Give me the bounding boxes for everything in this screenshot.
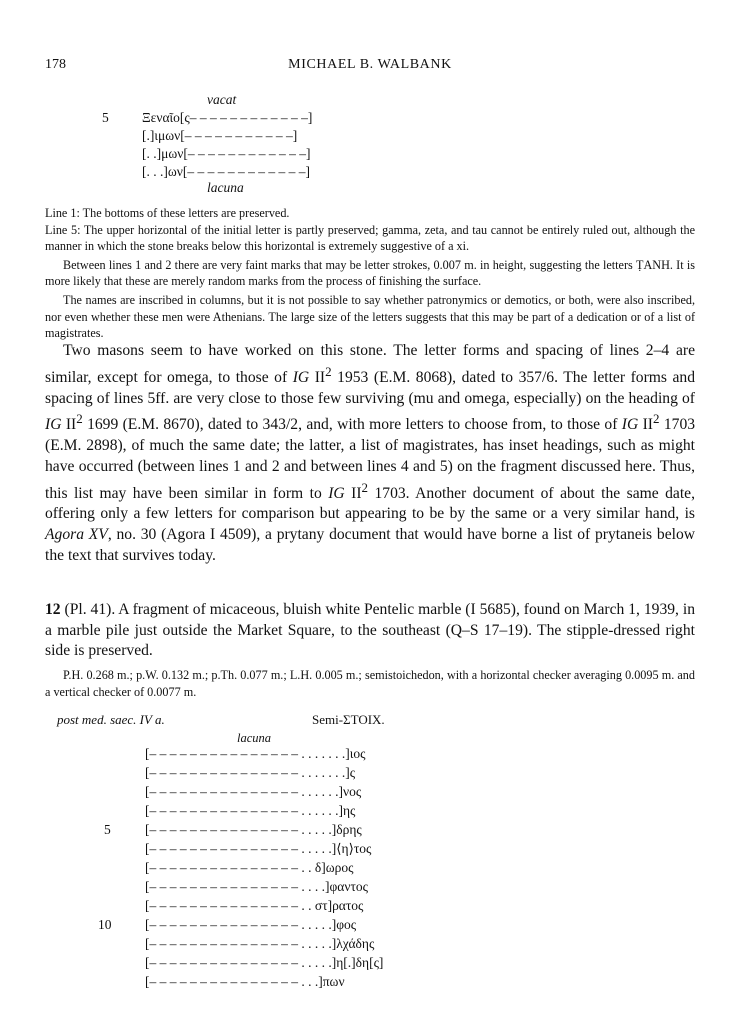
discussion-text: 1703. Another document of about the same date, offering only a few letters for comparison but appearing to be by the same or a very similar hand, is	[45, 484, 696, 523]
inscription-line: [– – – – – – – – – – – – – – – . . . . .]δρης	[145, 822, 362, 837]
discussion-text: , no. 30 (Agora I 4509), a prytany document that would have borne a list of prytaneis below the text that survives today.	[45, 526, 696, 564]
measurements-text: P.H. 0.268 m.; p.W. 0.132 m.; p.Th. 0.077 m.; L.H. 0.005 m.; semistoichedon, with a horizontal checker averaging 0.0095 m. and a vertical checker of 0.0077 m.	[45, 668, 695, 699]
inscription-line: [– – – – – – – – – – – – – – – . . . . . .]νος	[145, 784, 362, 799]
ig-ref: IG	[621, 416, 639, 434]
ig-sup: 2	[76, 411, 83, 427]
discussion-text: Two masons seem to have worked on this stone. The letter forms and spacing of lines 2–4 are similar, except for omega, to those of	[45, 342, 695, 386]
discussion-text: 1699 (E.M. 8670), dated to 343/2, and, with more letters to choose from, to those of	[87, 416, 618, 434]
date-label: post med. saec. IV a.	[57, 712, 165, 727]
entry-12	[45, 600, 695, 662]
inscription-line: [.]ιμων[– – – – – – – – – – –]	[142, 128, 298, 143]
ig-vol: II	[351, 484, 362, 502]
inscription-line: [– – – – – – – – – – – – – – – . . . . .]⟨η⟩τος	[145, 841, 372, 856]
inscription-line: [– – – – – – – – – – – – – – – . . δ]ωρος	[145, 860, 354, 875]
inscription-line: [. . .]ων[– – – – – – – – – – – –]	[142, 164, 310, 179]
inscription-line: [– – – – – – – – – – – – – – – . . στ]ρατος	[145, 898, 364, 913]
discussion-paragraph	[45, 341, 695, 567]
note-line-1: Line 1: The bottoms of these letters are preserved.	[45, 206, 290, 220]
line-number-5: 5	[104, 822, 111, 837]
note-line-5: Line 5: The upper horizontal of the initial letter is partly preserved; gamma, zeta, and tau cannot be entirely ruled out, although the manner in which the stone breaks below this horizontal is extremely suggestive of a xi.	[45, 222, 695, 254]
inscription-line: [. .]μων[– – – – – – – – – – – –]	[142, 146, 311, 161]
ig-ref: IG	[328, 484, 345, 502]
line-number-10: 10	[98, 917, 112, 932]
note-between-lines: Between lines 1 and 2 there are very faint marks that may be letter strokes, 0.007 m. in height, suggesting the letters ṬANH. It is more likely that these are merely random marks from the process of finishing the surface.	[45, 257, 695, 289]
page-number: 178	[45, 57, 66, 72]
inscription-line: [– – – – – – – – – – – – – – – . . . .]φαντος	[145, 879, 368, 894]
entry-number: 12	[45, 601, 61, 618]
critical-notes	[45, 205, 695, 342]
ig-ref: IG	[292, 368, 310, 386]
inscription-line: [– – – – – – – – – – – – – – – . . . . . . .]ιος	[145, 746, 366, 761]
inscription-line: [– – – – – – – – – – – – – – – . . . . .]φος	[145, 917, 357, 932]
lacuna-label: lacuna	[237, 731, 272, 745]
discussion-text: 1703 (E.M. 2898), of much the same date; the latter, a list of magistrates, has inset headings, such as might have occurred (between lines 1 and 2 and between lines 4 and 5) on the fragment discussed here. Thus, this list may have been similar in form to	[45, 416, 696, 502]
vacat-label: vacat	[207, 92, 237, 107]
ig-vol: II	[642, 416, 653, 434]
ig-vol: II	[65, 416, 77, 434]
line-number-5: 5	[102, 110, 109, 125]
ig-ref: IG	[45, 416, 62, 434]
ig-sup: 2	[325, 363, 332, 379]
inscription-line: Ξεναῖο[ς– – – – – – – – – – – –]	[142, 110, 313, 125]
page-header	[45, 57, 695, 77]
inscription-line: [– – – – – – – – – – – – – – – . . . . . . .]ς	[145, 765, 356, 780]
measurements	[45, 667, 695, 700]
inscription-line: [– – – – – – – – – – – – – – – . . . . .]η[.]δη[ς]	[145, 955, 384, 970]
style-label: Semi-ΣΤΟΙΧ.	[312, 712, 385, 727]
inscription-line: [– – – – – – – – – – – – – – – . . . . . .]ης	[145, 803, 356, 818]
note-names: The names are inscribed in columns, but it is not possible to say whether patronymics or demotics, or both, were also inscribed, nor even whether these men were Athenians. The large size of the letters suggests that this may be part of a dedication or of a list of magistrates.	[45, 292, 695, 341]
ig-sup: 2	[652, 411, 660, 427]
discussion-text: 1953 (E.M. 8068), dated to 357/6. The letter forms and spacing of lines 5ff. are very close to those few surviving (mu and omega, especially) on the heading of	[45, 368, 696, 407]
agora-ref: Agora XV	[45, 526, 108, 544]
entry-description: (Pl. 41). A fragment of micaceous, bluish white Pentelic marble (I 5685), found on March 1, 1939, in a marble pile just outside the Market Square, to the southeast (Q–S 17–19). The stipple-dressed right side is preserved.	[45, 601, 695, 660]
ig-sup: 2	[361, 479, 369, 495]
ig-vol: II	[314, 368, 326, 386]
inscription-line: [– – – – – – – – – – – – – – – . . .]πων	[145, 974, 345, 989]
running-head: MICHAEL B. WALBANK	[288, 57, 452, 72]
lacuna-label: lacuna	[207, 180, 244, 195]
inscription-line: [– – – – – – – – – – – – – – – . . . . .]λχάδης	[145, 936, 375, 951]
